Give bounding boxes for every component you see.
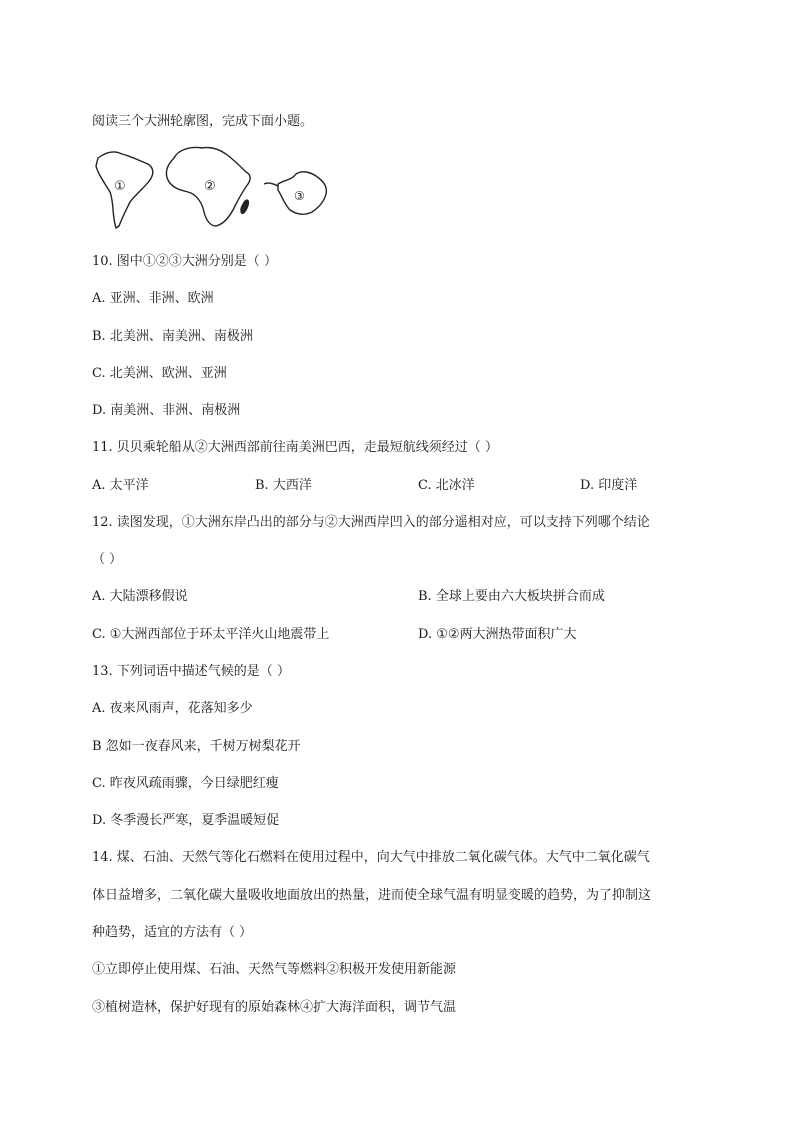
q13-option-a: A. 夜来风雨声，花落知多少 — [92, 701, 253, 716]
madagascar-outline — [241, 200, 249, 214]
q11-option-c: C. 北冰洋 — [418, 478, 475, 493]
q13-stem: 13. 下列词语中描述气候的是（ ） — [92, 664, 290, 679]
map-label-1: ① — [114, 179, 126, 194]
q13-option-d: D. 冬季漫长严寒，夏季温暖短促 — [92, 813, 280, 828]
q10-option-c: C. 北美洲、欧洲、亚洲 — [92, 366, 227, 381]
q12-stem: 12. 读图发现，①大洲东岸凸出的部分与②大洲西岸凹入的部分遥相对应，可以支持下列哪个结论 — [92, 515, 650, 530]
q11-option-a: A. 太平洋 — [92, 478, 149, 493]
intro-text: 阅读三个大洲轮廓图，完成下面小题。 — [92, 114, 314, 129]
q14-line-5: ③植树造林，保护好现有的原始森林④扩大海洋面积，调节气温 — [92, 1000, 457, 1015]
q14-line-2: 体日益增多，二氧化碳大量吸收地面放出的热量，进而使全球气温有明显变暖的趋势，为了抑制这 — [92, 888, 652, 903]
q11-option-b: B. 大西洋 — [255, 478, 312, 493]
q12-option-d: D. ①②两大洲热带面积广大 — [418, 627, 577, 642]
q11-stem: 11. 贝贝乘轮船从②大洲西部前往南美洲巴西，走最短航线须经过（ ） — [92, 440, 498, 455]
q10-option-a: A. 亚洲、非洲、欧洲 — [92, 291, 214, 306]
q14-line-1: 14. 煤、石油、天然气等化石燃料在使用过程中，向大气中排放二氧化碳气体。大气中二氧化碳气 — [92, 850, 650, 865]
antarctic-peninsula-outline — [264, 183, 278, 186]
q10-option-b: B. 北美洲、南美洲、南极洲 — [92, 329, 253, 344]
q12-option-c: C. ①大洲西部位于环太平洋火山地震带上 — [92, 627, 330, 642]
q13-option-c: C. 昨夜风疏雨骤，今日绿肥红瘦 — [92, 776, 279, 791]
q13-option-b: B 忽如一夜春风来，千树万树梨花开 — [92, 739, 301, 754]
q12-stem-continued: （ ） — [92, 552, 123, 567]
q14-line-3: 种趋势，适宜的方法有（ ） — [92, 925, 253, 940]
q14-line-4: ①立即停止使用煤、石油、天然气等燃料②积极开发使用新能源 — [92, 962, 457, 977]
continent-outline-map — [92, 144, 332, 230]
q12-option-b: B. 全球上要由六大板块拼合而成 — [418, 589, 605, 604]
map-label-3: ③ — [294, 189, 305, 203]
q12-option-a: A. 大陆漂移假说 — [92, 589, 188, 604]
q10-stem: 10. 图中①②③大洲分别是（ ） — [92, 254, 277, 269]
continent-outline-svg — [92, 144, 332, 230]
q10-option-d: D. 南美洲、非洲、南极洲 — [92, 403, 241, 418]
map-label-2: ② — [204, 179, 216, 194]
q11-option-d: D. 印度洋 — [580, 478, 638, 493]
